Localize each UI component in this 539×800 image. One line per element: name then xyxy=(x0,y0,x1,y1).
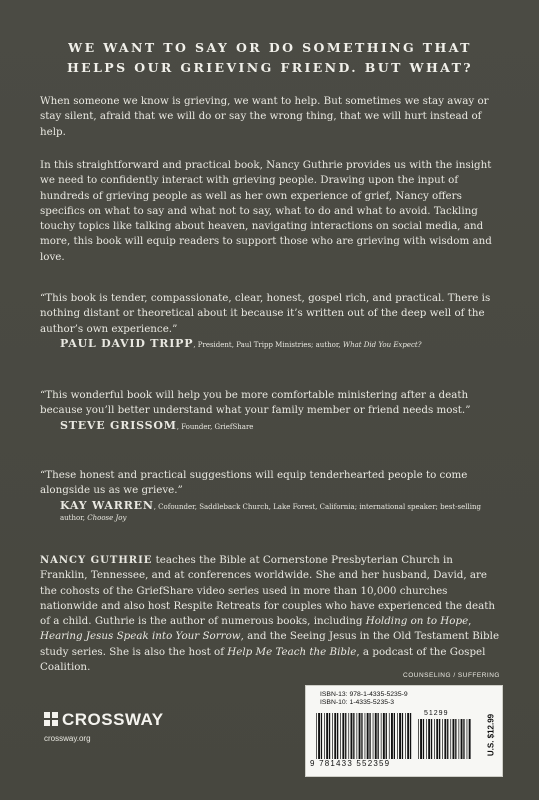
bio-text: , xyxy=(468,615,472,628)
endorsement-quote: “This book is tender, compassionate, clear, honest, gospel rich, and practical. There is nothing distant or theoretical about it because it’s written out of the deep well of the author’s own experience.” xyxy=(40,292,491,335)
bio-text: teaches the Bible at Cornerstone Presbyterian Church in Franklin, Tennessee, and at conferences worldwide. She and her husband, David, are the cohosts of the GriefShare video series used in more than 10,000 churches nationwide and also host Respite Retreats for couples who have experienced the death of a child. Guthrie is the author of numerous books, including xyxy=(40,554,495,628)
author-bio xyxy=(40,553,502,675)
headline: WE WANT TO SAY OR DO SOMETHING THAT HELPS OUR GRIEVING FRIEND. BUT WHAT? xyxy=(66,40,474,75)
endorser-role: , Cofounder, Saddleback Church, Lake Forest, California; international speaker; best-selling author, xyxy=(60,502,481,522)
endorsement-attribution xyxy=(40,500,502,524)
endorser-name: STEVE GRISSOM xyxy=(60,418,177,432)
endorsement-quote: “This wonderful book will help you be more comfortable ministering after a death because you’ll better understand what your family member or friend needs most.” xyxy=(40,389,471,417)
endorsement-quote: “These honest and practical suggestions will equip tenderhearted people to come alongside us as we grieve.” xyxy=(40,469,468,497)
price-code: 51299 xyxy=(424,710,449,717)
barcode-box xyxy=(305,685,503,777)
endorser-book: Choose Joy xyxy=(87,513,127,522)
endorser-name: PAUL DAVID TRIPP xyxy=(60,336,194,350)
description-paragraph: In this straightforward and practical book, Nancy Guthrie provides us with the insight we need to confidently interact with grieving people. Drawing upon the input of hundreds of grieving people as well as her own experience of grief, Nancy offers specifics on what to say and what not to say, what to do and what to avoid. Tackling touchy topics like talking about heaven, navigating interactions on social media, and more, this book will equip readers to support those who are grieving with wisdom and love. xyxy=(40,159,492,263)
endorser-name: KAY WARREN xyxy=(60,498,154,512)
price-barcode xyxy=(416,719,472,759)
category-label: COUNSELING / SUFFERING xyxy=(403,672,500,679)
bio-text: , a podcast of the Gospel Coalition. xyxy=(40,645,486,674)
ean-number: 9 781433 552359 xyxy=(310,759,391,768)
publisher-name: CROSSWAY xyxy=(62,710,164,729)
bio-book-title: Holding on to Hope xyxy=(365,615,469,628)
endorser-book: What Did You Expect? xyxy=(342,340,422,349)
bio-text: , and the Seeing Jesus in the Old Testament Bible study series. She is also the host of xyxy=(40,630,500,658)
endorsement-1 xyxy=(40,291,502,351)
isbn-10: ISBN-10: 1-4335-5235-3 xyxy=(320,699,395,706)
endorser-role: , President, Paul Tripp Ministries; author, xyxy=(193,340,343,349)
endorser-role: , Founder, GriefShare xyxy=(176,422,254,431)
crossway-logo-icon xyxy=(44,712,58,726)
endorsement-attribution xyxy=(40,420,502,433)
ean-barcode xyxy=(314,713,414,759)
endorsement-2 xyxy=(40,388,502,433)
isbn-13: ISBN-13: 978-1-4335-5235-9 xyxy=(320,691,408,698)
endorsement-3 xyxy=(40,468,502,524)
intro-paragraph: When someone we know is grieving, we want to help. But sometimes we stay away or stay silent, afraid that we will do or say the wrong thing, that we will hurt instead of help. xyxy=(40,95,489,138)
price-label xyxy=(484,700,498,770)
price-text: U.S. $12.99 xyxy=(486,713,496,757)
bio-book-title: Help Me Teach the Bible xyxy=(227,645,357,658)
endorsement-attribution xyxy=(40,338,502,351)
bio-book-title: Hearing Jesus Speak into Your Sorrow xyxy=(40,630,241,643)
publisher-url: crossway.org xyxy=(44,734,91,743)
author-name: NANCY GUTHRIE xyxy=(40,555,153,566)
